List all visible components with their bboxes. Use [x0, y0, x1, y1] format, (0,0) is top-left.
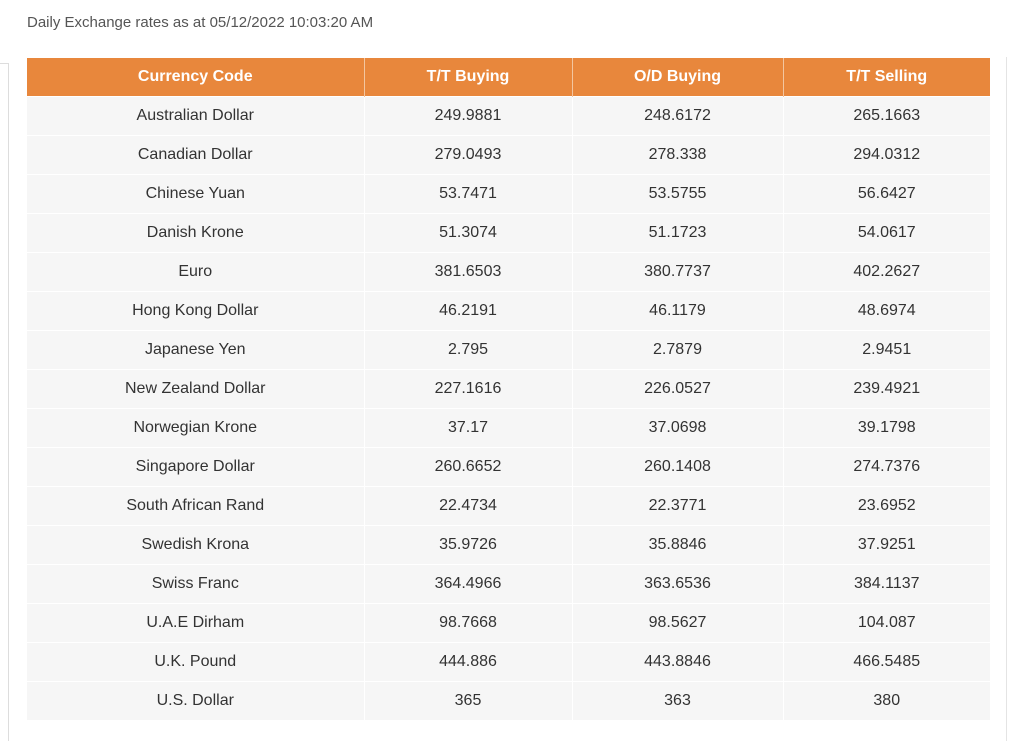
table-row: [27, 370, 990, 409]
od-buying-cell: 35.8846: [572, 526, 783, 565]
tt-selling-cell: 104.087: [783, 604, 990, 643]
tt-selling-cell: 384.1137: [783, 565, 990, 604]
table-row: [27, 409, 990, 448]
tt-buying-cell: 227.1616: [364, 370, 572, 409]
header-od-buying: O/D Buying: [572, 58, 783, 97]
header-tt-buying: T/T Buying: [364, 58, 572, 97]
tt-selling-cell: 274.7376: [783, 448, 990, 487]
exchange-rates-table: [27, 58, 990, 720]
tt-selling-cell: 23.6952: [783, 487, 990, 526]
table-body: [27, 97, 990, 721]
tt-selling-cell: 294.0312: [783, 136, 990, 175]
tt-buying-cell: 22.4734: [364, 487, 572, 526]
od-buying-cell: 248.6172: [572, 97, 783, 136]
table-row: [27, 214, 990, 253]
table-row: [27, 292, 990, 331]
currency-name-cell: Euro: [27, 253, 364, 292]
rates-caption: Daily Exchange rates as at 05/12/2022 10:03:20 AM: [27, 14, 374, 31]
currency-name-cell: Swiss Franc: [27, 565, 364, 604]
currency-name-cell: New Zealand Dollar: [27, 370, 364, 409]
currency-name-cell: Danish Krone: [27, 214, 364, 253]
table-row: [27, 97, 990, 136]
tt-selling-cell: 466.5485: [783, 643, 990, 682]
currency-name-cell: Chinese Yuan: [27, 175, 364, 214]
od-buying-cell: 51.1723: [572, 214, 783, 253]
table-row: [27, 682, 990, 721]
od-buying-cell: 98.5627: [572, 604, 783, 643]
tt-selling-cell: 402.2627: [783, 253, 990, 292]
tt-selling-cell: 239.4921: [783, 370, 990, 409]
tt-selling-cell: 39.1798: [783, 409, 990, 448]
currency-name-cell: South African Rand: [27, 487, 364, 526]
currency-name-cell: U.A.E Dirham: [27, 604, 364, 643]
currency-name-cell: Japanese Yen: [27, 331, 364, 370]
tt-buying-cell: 98.7668: [364, 604, 572, 643]
table-row: [27, 565, 990, 604]
table-header: [27, 58, 990, 97]
table-row: [27, 253, 990, 292]
header-tt-selling: T/T Selling: [783, 58, 990, 97]
table-row: [27, 643, 990, 682]
tt-buying-cell: 35.9726: [364, 526, 572, 565]
currency-name-cell: U.K. Pound: [27, 643, 364, 682]
od-buying-cell: 363: [572, 682, 783, 721]
left-panel-border: [0, 63, 9, 741]
tt-buying-cell: 249.9881: [364, 97, 572, 136]
tt-buying-cell: 53.7471: [364, 175, 572, 214]
table-row: [27, 136, 990, 175]
right-panel-border: [1006, 57, 1007, 741]
tt-selling-cell: 265.1663: [783, 97, 990, 136]
header-currency-code: Currency Code: [27, 58, 364, 97]
table-row: [27, 526, 990, 565]
od-buying-cell: 226.0527: [572, 370, 783, 409]
currency-name-cell: Swedish Krona: [27, 526, 364, 565]
od-buying-cell: 278.338: [572, 136, 783, 175]
od-buying-cell: 363.6536: [572, 565, 783, 604]
currency-name-cell: U.S. Dollar: [27, 682, 364, 721]
table-row: [27, 175, 990, 214]
od-buying-cell: 380.7737: [572, 253, 783, 292]
od-buying-cell: 53.5755: [572, 175, 783, 214]
tt-selling-cell: 48.6974: [783, 292, 990, 331]
table-row: [27, 604, 990, 643]
tt-buying-cell: 365: [364, 682, 572, 721]
od-buying-cell: 46.1179: [572, 292, 783, 331]
tt-buying-cell: 260.6652: [364, 448, 572, 487]
exchange-rates-table-container: [27, 58, 990, 720]
currency-name-cell: Hong Kong Dollar: [27, 292, 364, 331]
tt-selling-cell: 2.9451: [783, 331, 990, 370]
table-row: [27, 448, 990, 487]
od-buying-cell: 37.0698: [572, 409, 783, 448]
currency-name-cell: Australian Dollar: [27, 97, 364, 136]
tt-selling-cell: 56.6427: [783, 175, 990, 214]
tt-buying-cell: 444.886: [364, 643, 572, 682]
currency-name-cell: Norwegian Krone: [27, 409, 364, 448]
currency-name-cell: Singapore Dollar: [27, 448, 364, 487]
tt-buying-cell: 364.4966: [364, 565, 572, 604]
tt-buying-cell: 37.17: [364, 409, 572, 448]
tt-buying-cell: 279.0493: [364, 136, 572, 175]
header-row: [27, 58, 990, 97]
tt-selling-cell: 380: [783, 682, 990, 721]
tt-selling-cell: 37.9251: [783, 526, 990, 565]
od-buying-cell: 260.1408: [572, 448, 783, 487]
tt-buying-cell: 2.795: [364, 331, 572, 370]
tt-buying-cell: 51.3074: [364, 214, 572, 253]
od-buying-cell: 22.3771: [572, 487, 783, 526]
table-row: [27, 487, 990, 526]
od-buying-cell: 2.7879: [572, 331, 783, 370]
tt-buying-cell: 46.2191: [364, 292, 572, 331]
tt-selling-cell: 54.0617: [783, 214, 990, 253]
tt-buying-cell: 381.6503: [364, 253, 572, 292]
currency-name-cell: Canadian Dollar: [27, 136, 364, 175]
table-row: [27, 331, 990, 370]
od-buying-cell: 443.8846: [572, 643, 783, 682]
